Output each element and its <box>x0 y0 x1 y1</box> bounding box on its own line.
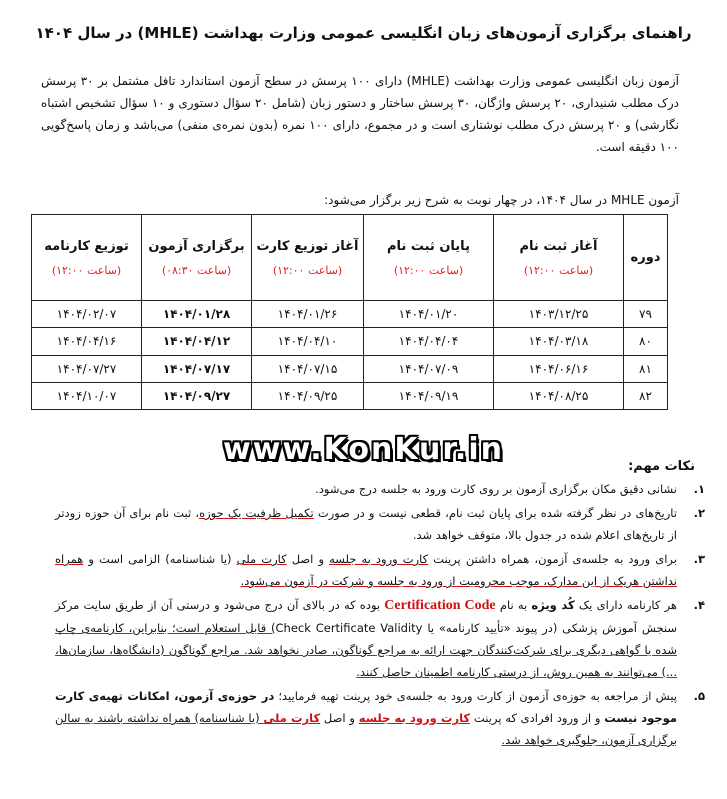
list-item <box>55 478 705 500</box>
schedule-table <box>31 214 668 410</box>
note-text: به نام <box>495 598 532 612</box>
note-emphasis: همراه نداشتن هریک از این مدارک، موجب محرومیت از ورود به جلسه و شرکت در آزمون می‌شود. <box>55 552 677 588</box>
note-text: پیش از مراجعه به حوزه‌ی آزمون از کارت ورود به جلسه‌ی خود پرینت تهیه فرمایید؛ <box>274 689 677 703</box>
note-number: ۳. <box>693 552 705 566</box>
note-emphasis: تکمیل ظرفیت یک حوزه <box>199 506 314 520</box>
konkur-watermark-banner[interactable]: www.KonKur.in <box>223 432 504 467</box>
check-certificate-link[interactable]: Check Certificate Validity <box>275 621 423 635</box>
note-text: تاریخ‌های در نظر گرفته شده برای پایان ثبت نام، قطعی نیست و در صورت <box>313 506 678 520</box>
header-card: آغاز توزیع کارت (ساعت ۱۲:۰۰) <box>252 215 364 301</box>
note-text: و اصل <box>286 552 330 566</box>
cell-reg-start: ۱۴۰۴/۰۸/۲۵ <box>494 382 624 409</box>
cell-result: ۱۴۰۴/۰۲/۰۷ <box>32 301 142 328</box>
note-text: ) قابل استعلام است؛ بنابراین، کارنامه‌ی چاپ شده یا گواهی دیگری برای شرکت‌کنندگان جهت ارائه به مراجع گوناگون، صادر نخواهد شد. مراجع گوناگون (دانشگاه‌ها، سازمان‌ها، ...) می‌توانند به همین روش، از درستی کارنامه اطمینان حاصل کنند. <box>55 621 677 679</box>
header-reg-end: پایان ثبت نام (ساعت ۱۲:۰۰) <box>364 215 494 301</box>
table-row <box>32 355 668 382</box>
cell-reg-start: ۱۴۰۴/۰۳/۱۸ <box>494 328 624 355</box>
header-reg-start: آغاز ثبت نام (ساعت ۱۲:۰۰) <box>494 215 624 301</box>
list-item <box>55 548 705 592</box>
cell-period: ۸۰ <box>624 328 668 355</box>
cell-reg-end: ۱۴۰۴/۰۱/۲۰ <box>364 301 494 328</box>
note-number: ۵. <box>693 689 705 703</box>
cell-exam: ۱۴۰۴/۰۴/۱۲ <box>142 328 252 355</box>
notes-title: نکات مهم: <box>628 459 695 474</box>
note-emphasis: کارت ورود به جلسه <box>329 552 429 566</box>
cell-card: ۱۴۰۴/۰۷/۱۵ <box>252 355 364 382</box>
note-number: ۲. <box>693 506 705 520</box>
cell-reg-start: ۱۴۰۳/۱۲/۲۵ <box>494 301 624 328</box>
header-exam: برگزاری آزمون (ساعت ۰۸:۳۰) <box>142 215 252 301</box>
cell-result: ۱۴۰۴/۰۷/۲۷ <box>32 355 142 382</box>
cell-period: ۸۱ <box>624 355 668 382</box>
note-text: ، ثبت نام برای آن حوزه زودتر از تاریخ‌های اعلام شده در جدول بالا، متوقف خواهد شد. <box>55 506 677 542</box>
list-item <box>55 594 705 683</box>
note-text: (یا شناسنامه) الزامی است و <box>83 552 237 566</box>
table-row <box>32 301 668 328</box>
page-title: راهنمای برگزاری آزمون‌های زبان انگلیسی عمومی وزارت بهداشت (MHLE) در سال ۱۴۰۴ <box>35 24 692 42</box>
list-item <box>55 502 705 546</box>
note-text: و اصل <box>320 711 359 725</box>
note-emphasis: کارت ورود به جلسه <box>358 711 471 725</box>
cell-reg-end: ۱۴۰۴/۰۹/۱۹ <box>364 382 494 409</box>
header-result: توزیع کارنامه (ساعت ۱۲:۰۰) <box>32 215 142 301</box>
note-text: برای ورود به جلسه‌ی آزمون، همراه داشتن پرینت <box>428 552 677 566</box>
schedule-intro: آزمون MHLE در سال ۱۴۰۴، در چهار نوبت به شرح زیر برگزار می‌شود: <box>324 193 679 207</box>
header-period: دوره <box>624 215 668 301</box>
list-item <box>55 685 705 751</box>
cell-card: ۱۴۰۴/۰۹/۲۵ <box>252 382 364 409</box>
note-emphasis: در حوزه‌ی آزمون، امکانات تهیه‌ی کارت موجود نیست <box>55 689 678 725</box>
cell-period: ۸۲ <box>624 382 668 409</box>
cell-reg-end: ۱۴۰۴/۰۷/۰۹ <box>364 355 494 382</box>
note-text: بوده که در بالای آن درج می‌شود و درستی آن از طریق سایت مرکز سنجش آموزش پزشکی (در پیوند «تأیید کارنامه» یا <box>55 598 678 635</box>
table-row <box>32 328 668 355</box>
note-number: ۱. <box>693 482 705 496</box>
table-row <box>32 382 668 409</box>
intro-paragraph: آزمون زبان انگلیسی عمومی وزارت بهداشت (MHLE) دارای ۱۰۰ پرسش در سطح آزمون استاندارد تافل مشتمل بر ۳۰ پرسش درک مطلب شنیداری، ۲۰ پرسش واژگان، ۳۰ پرسش ساختار و دستور زبان (شامل ۲۰ سؤال دستوری و ۱۰ سؤال تشخیص اشتباه نگارشی) و ۲۰ پرسش درک مطلب نوشتاری است و در مجموع، دارای ۱۰۰ نمره (بدون نمره‌ی منفی) می‌باشد و زمان پاسخ‌گویی ۱۰۰ دقیقه است. <box>41 74 680 154</box>
note-text: هر کارنامه دارای یک <box>574 598 677 612</box>
cell-reg-start: ۱۴۰۴/۰۶/۱۶ <box>494 355 624 382</box>
cell-card: ۱۴۰۴/۰۴/۱۰ <box>252 328 364 355</box>
table-header-row <box>32 215 668 301</box>
certification-code-label: Certification Code <box>384 598 496 613</box>
cell-exam: ۱۴۰۴/۰۷/۱۷ <box>142 355 252 382</box>
cell-reg-end: ۱۴۰۴/۰۴/۰۴ <box>364 328 494 355</box>
notes-list <box>55 478 705 753</box>
cell-exam: ۱۴۰۴/۰۱/۲۸ <box>142 301 252 328</box>
note-text: نشانی دقیق مکان برگزاری آزمون بر روی کارت ورود به جلسه درج می‌شود. <box>315 482 677 496</box>
cell-result: ۱۴۰۴/۱۰/۰۷ <box>32 382 142 409</box>
note-text: و از ورود افرادی که پرینت <box>470 711 605 725</box>
cell-result: ۱۴۰۴/۰۴/۱۶ <box>32 328 142 355</box>
cell-period: ۷۹ <box>624 301 668 328</box>
note-emphasis: کارت ملی <box>236 552 287 566</box>
note-number: ۴. <box>693 598 705 612</box>
note-emphasis: کارت ملی <box>263 711 321 725</box>
cell-card: ۱۴۰۴/۰۱/۲۶ <box>252 301 364 328</box>
note-text: (یا شناسنامه) همراه نداشته باشند به سالن برگزاری آزمون، جلوگیری خواهد شد. <box>55 711 677 747</box>
cell-exam: ۱۴۰۴/۰۹/۲۷ <box>142 382 252 409</box>
note-emphasis: کُد ویژه <box>531 598 575 612</box>
